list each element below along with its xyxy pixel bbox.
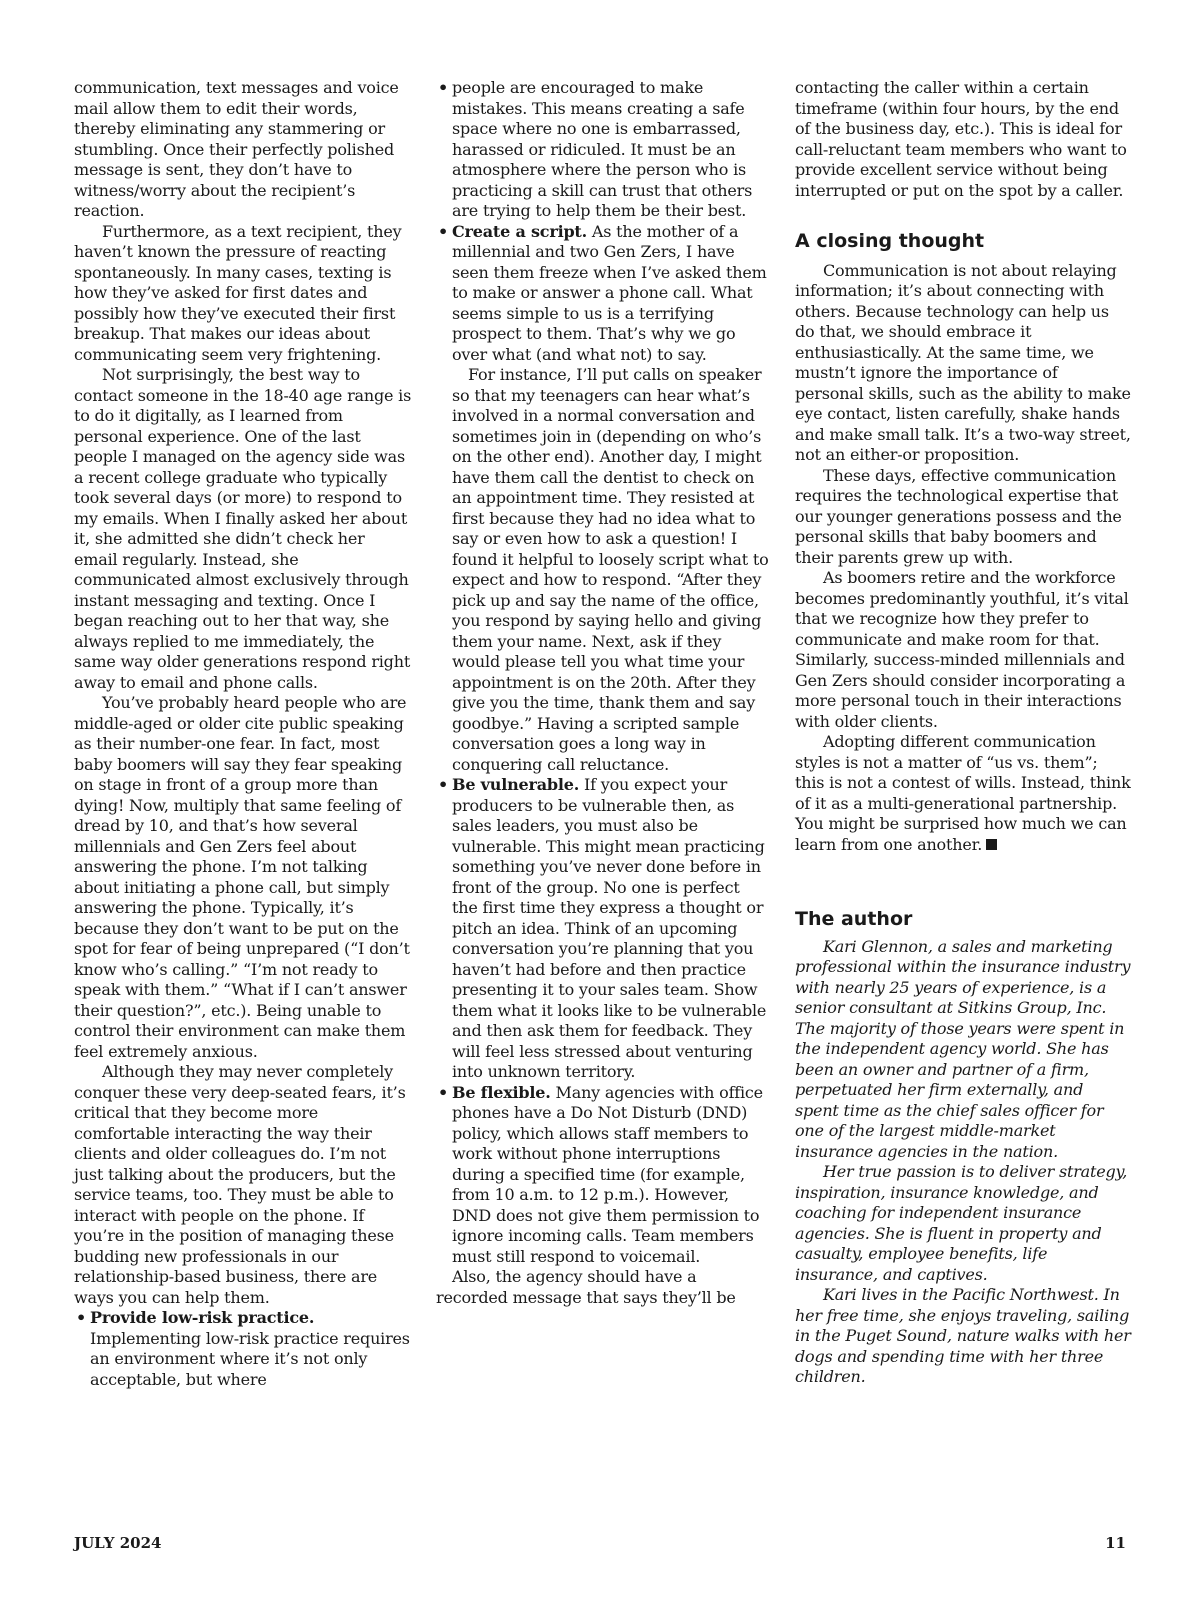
- tip-low-risk-practice: [74, 1308, 412, 1390]
- body-paragraph: As boomers retire and the workforce becomes predominantly youthful, it’s vital that we recognize how they prefer to communicate and make room for that. Similarly, success-minded millennials and Gen Zers should consider incorporating a more personal touch in their interactions with older clients.: [795, 568, 1129, 731]
- tip-create-script: [436, 222, 770, 776]
- author-bio-paragraph: Her true passion is to deliver strategy, inspiration, insurance knowledge, and coaching for independent insurance agencies. She is fluent in property and casualty, employee benefits, life insurance, and captives.: [795, 1162, 1128, 1284]
- body-paragraph: contacting the caller within a certain timeframe (within four hours, by the end of the business day, etc.). This is ideal for call-reluctant team members who want to provide excellent service without being interrupted or put on the spot by a caller.: [795, 78, 1127, 200]
- tip-be-vulnerable: [436, 775, 770, 1083]
- body-paragraph: Not surprisingly, the best way to contact someone in the 18-40 age range is to do it digitally, as I learned from personal experience. One of the last people I managed on the agency side was a recent college graduate who typically took several days (or more) to respond to my emails. When I finally asked her about it, she admitted she didn’t check her email regularly. Instead, she communicated almost exclusively through instant messaging and texting. Once I began reaching out to her that way, she always replied to me immediately, the same way older generations respond right away to email and phone calls.: [74, 365, 412, 692]
- body-paragraph: [795, 732, 1131, 855]
- author-bio-paragraph: Kari Glennon, a sales and marketing professional within the insurance industry with nearly 25 years of experience, is a senior consultant at Sitkins Group, Inc. The majority of those years were spent in the independent agency world. She has been an owner and partner of a firm, perpetuated her firm externally, and spent time as the chief sales officer for one of the largest middle-market insurance agencies in the nation.: [795, 936, 1131, 1161]
- tips-list-continued: [436, 78, 770, 1267]
- tip-text: If you expect your producers to be vulnerable then, as sales leaders, you must also be vulnerable. This might mean practicing something you’ve never done before in front of the group. No one is perfect the first time they express a thought or pitch an idea. Think of an upcoming conversation you’re planning that you haven’t had before and then practice presenting it to your sales team. Show them what it looks like to be vulnerable and then ask them for feedback. They will feel less stressed about venturing into unknown territory.: [452, 775, 767, 1081]
- author-bio-paragraph: Kari lives in the Pacific Northwest. In her free time, she enjoys traveling, sailing in the Puget Sound, nature walks with her dogs and spending time with her three children.: [795, 1285, 1131, 1386]
- tip-text: Implementing low-risk practice requires an environment where it’s not only acceptable, but where: [90, 1328, 410, 1389]
- footer-issue-date: JULY 2024: [74, 1534, 162, 1552]
- tip-text: people are encouraged to make mistakes. This means creating a safe space where no one is embarrassed, harassed or ridiculed. It must be an atmosphere where the person who is practicing a skill can trust that others are trying to help them be their best.: [452, 78, 753, 220]
- tip-text: As the mother of a millennial and two Gen Zers, I have seen them freeze when I’ve asked them to make or answer a phone call. What seems simple to us is a terrifying prospect to them. That’s why we go over what (and what not) to say.: [452, 221, 767, 364]
- article-column-1: [74, 78, 412, 1390]
- footer-page-number: 11: [1105, 1534, 1126, 1552]
- tip-be-flexible: [436, 1083, 770, 1268]
- body-paragraph: Also, the agency should have a recorded message that says they’ll be: [436, 1267, 736, 1307]
- body-paragraph: You’ve probably heard people who are middle-aged or older cite public speaking as their number-one fear. In fact, most baby boomers will say they fear speaking on stage in front of a group more than dying! Now, multiply that same feeling of dread by 10, and that’s how several millennials and Gen Zers feel about answering the phone. I’m not talking about initiating a phone call, but simply answering the phone. Typically, it’s because they don’t want to be put on the spot for fear of being unprepared (“I don’t know who’s calling.” “I’m not ready to speak with them.” “What if I can’t answer their question?”, etc.). Being unable to control their environment can make them feel extremely anxious.: [74, 693, 410, 1061]
- body-paragraph: Furthermore, as a text recipient, they haven’t known the pressure of reacting spontaneously. In many cases, texting is how they’ve asked for first dates and possibly how they’ve executed their first breakup. That makes our ideas about communicating seem very frightening.: [74, 221, 402, 364]
- tip-title: Provide low-risk practice.: [90, 1308, 315, 1327]
- body-paragraph: Communication is not about relaying information; it’s about connecting with others. Because technology can help us do that, we should embrace it enthusiastically. At the same time, we mustn’t ignore the importance of personal skills, such as the ability to make eye contact, listen carefully, shake hands and make small talk. It’s a two-way street, not an either-or proposition.: [795, 260, 1131, 464]
- tip-title: Be vulnerable.: [452, 775, 580, 794]
- body-paragraph: Although they may never completely conquer these very deep-seated fears, it’s critical that they become more comfortable interacting the way their clients and older colleagues do. I’m not just talking about the producers, but the service teams, too. They must be able to interact with people on the phone. If you’re in the position of managing these budding new professionals in our relationship-based business, there are ways you can help them.: [74, 1062, 406, 1307]
- body-paragraph: communication, text messages and voice mail allow them to edit their words, thereby eliminating any stammering or stumbling. Once their perfectly polished message is sent, they don’t have to witness/worry about the recipient’s reaction.: [74, 78, 399, 220]
- tips-list: [74, 1308, 412, 1390]
- end-of-article-mark-icon: [986, 839, 997, 850]
- section-heading-closing-thought: A closing thought: [795, 230, 985, 252]
- tip-title: Create a script.: [452, 221, 587, 241]
- tip-title: Be flexible.: [452, 1082, 551, 1102]
- article-column-2: [436, 78, 770, 1308]
- tip-continued-text: [436, 78, 770, 222]
- body-paragraph: These days, effective communication requires the technological expertise that our younger generations possess and the personal skills that baby boomers and their parents grew up with.: [795, 465, 1122, 567]
- article-column-3: [795, 78, 1131, 1388]
- tip-text: Many agencies with office phones have a Do Not Disturb (DND) policy, which allows staff members to work without phone interruptions during a specified time (for example, from 10 a.m. to 12 p.m.). However, DND does not give them permission to ignore incoming calls. Team members must still respond to voicemail.: [452, 1082, 763, 1266]
- final-paragraph-text: Adopting different communication styles is not a matter of “us vs. them”; this is not a contest of wills. Instead, think of it as a multi-generational partnership. You might be surprised how much we can learn from one another.: [795, 732, 1131, 854]
- tip-text-paragraph: For instance, I’ll put calls on speaker so that my teenagers can hear what’s involved in a normal conversation and sometimes join in (depending on who’s on the other end). Another day, I might have them call the dentist to check on an appointment time. They resisted at first because they had no idea what to say or even how to ask a question! I found it helpful to loosely script what to expect and how to respond. “After they pick up and say the name of the office, you respond by saying hello and giving them your name. Next, ask if they would please tell you what time your appointment is on the 20th. After they give you the time, thank them and say goodbye.” Having a scripted sample conversation goes a long way in conquering call reluctance.: [452, 365, 769, 774]
- section-heading-author: The author: [795, 908, 913, 930]
